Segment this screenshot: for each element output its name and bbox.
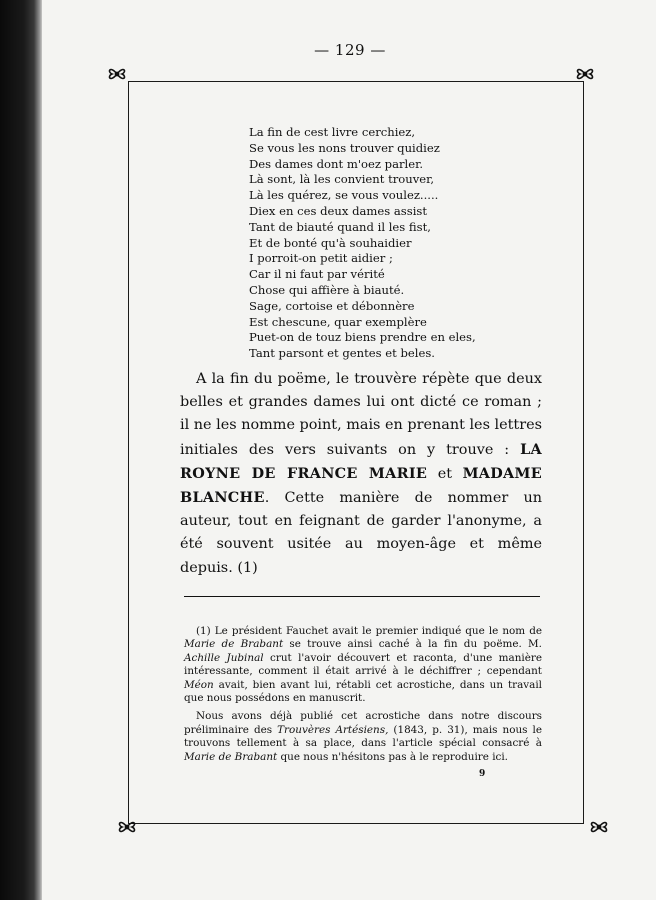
page-binding-edge xyxy=(0,0,42,900)
poem-line: La fin de cest livre cerchiez, xyxy=(249,125,416,139)
footnote-italic: Achille Jubinal xyxy=(184,651,264,664)
corner-ornament-icon xyxy=(588,816,610,838)
poem-line: Se vous les nons trouver quidiez xyxy=(249,140,440,155)
poem-line: Et de bonté qu'à souhaidier xyxy=(249,235,412,250)
poem xyxy=(249,125,569,362)
prose-text: . Cette manière de nommer un auteur, tout en feignant de garder l'anonyme, a été souvent usitée au moyen-âge et même depuis. (1) xyxy=(180,490,542,576)
poem-line: Là les quérez, se vous voulez..... xyxy=(249,188,439,203)
corner-ornament-icon xyxy=(574,63,596,85)
footnote-italic: Méon xyxy=(184,678,214,691)
footnote-1 xyxy=(184,625,542,705)
poem-line: Puet-on de touz biens prendre en eles, xyxy=(249,330,476,345)
poem-line: Là sont, là les convient trouver, xyxy=(249,172,435,187)
poem-line: Car il ni faut par vérité xyxy=(249,267,385,282)
footnote-divider xyxy=(184,596,540,597)
footnote-text: crut l'avoir découvert et raconta, d'une manière intéressante, comment il était arrivé à le déchiffrer ; cependant xyxy=(184,651,543,678)
page-number: — 129 — xyxy=(314,41,386,59)
footnote-2 xyxy=(184,710,542,764)
poem-line: Sage, cortoise et débonnère xyxy=(249,298,415,313)
signature-mark: 9 xyxy=(479,769,486,779)
acrostic-name-1: LA ROYNE DE FRANCE MARIE xyxy=(180,440,542,482)
poem-line: Diex en ces deux dames assist xyxy=(249,203,428,218)
poem-line: Est chescune, quar exemplère xyxy=(249,314,427,329)
corner-ornament-icon xyxy=(116,816,138,838)
poem-line: Tant de biauté quand il les fist, xyxy=(249,219,431,234)
footnote-text: Nous avons déjà publié cet acrostiche dans notre discours préliminaire des xyxy=(184,710,542,736)
footnote-italic: Marie de Brabant xyxy=(184,750,278,763)
poem-line: I porroit-on petit aidier ; xyxy=(249,251,393,266)
poem-line: Des dames dont m'oez parler. xyxy=(249,156,424,171)
prose-text: et xyxy=(427,465,463,482)
poem-line: Tant parsont et gentes et beles. xyxy=(249,346,435,361)
acrostic-name-2: MADAME BLANCHE xyxy=(180,464,543,507)
footnote-text: que nous n'hésitons pas à le reproduire ici. xyxy=(277,750,508,763)
poem-line: Chose qui affière à biauté. xyxy=(249,282,405,297)
footnote-italic: Trouvères Artésiens, xyxy=(277,723,389,736)
footnote-text: (1) Le président Fauchet avait le premier indiqué que le nom de xyxy=(196,625,542,637)
footnotes xyxy=(184,625,542,764)
footnote-text: (1843, p. 31), mais nous le trouvons tellement à sa place, dans l'article spécial consacré à xyxy=(184,723,542,750)
body-paragraph xyxy=(180,368,542,580)
corner-ornament-icon xyxy=(106,63,128,85)
footnote-text: avait, bien avant lui, rétabli cet acrostiche, dans un travail que nous possédons en manuscrit. xyxy=(184,678,542,705)
footnote-italic: Marie de Brabant xyxy=(184,638,284,651)
footnote-text: se trouve ainsi caché à la fin du poëme. M. xyxy=(283,638,542,651)
prose-text: A la fin du poëme, le trouvère répète que deux belles et grandes dames lui ont dicté ce roman ; il ne les nomme point, mais en prenant les lettres initiales des vers suivants on y trouve : xyxy=(180,371,542,458)
